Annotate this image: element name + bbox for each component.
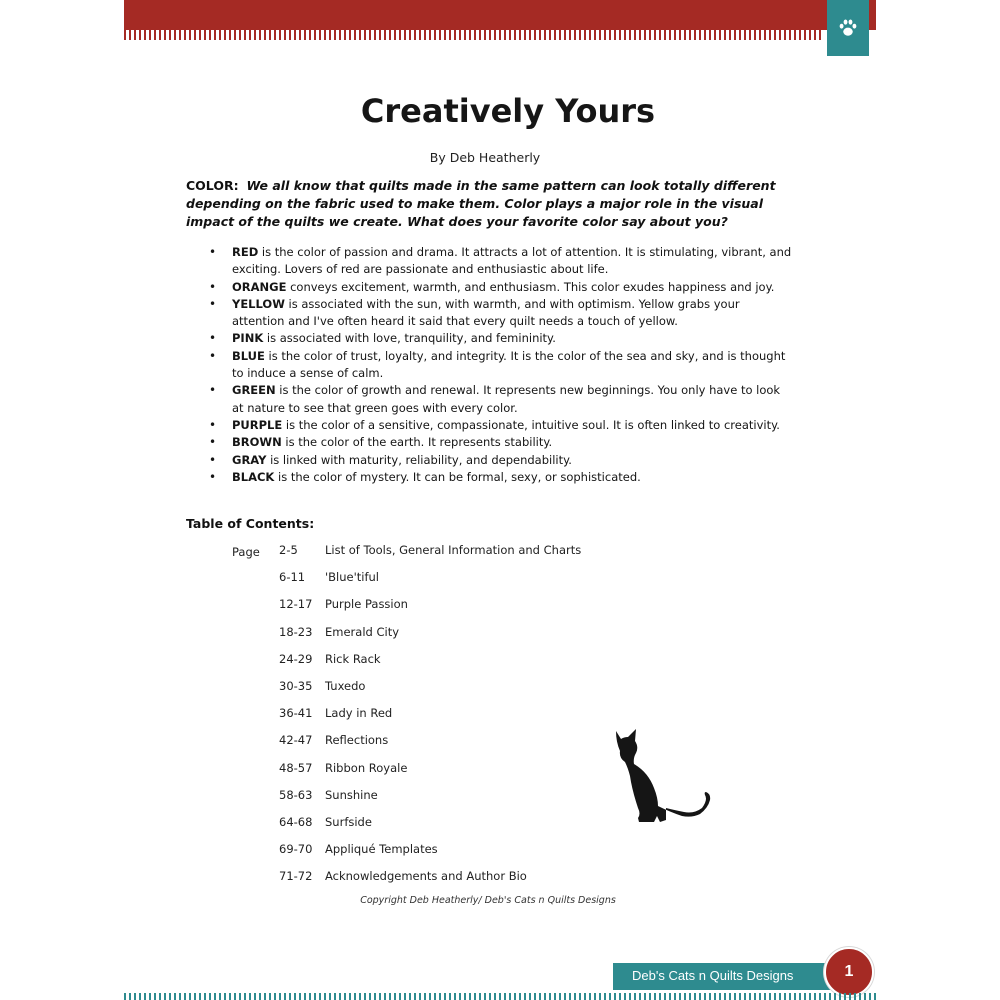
color-description: is the color of growth and renewal. It represents new beginnings. You only have to look at nature to see that green goes with every color. [232,383,781,415]
color-description: is the color of a sensitive, compassionate, intuitive soul. It is often linked to creativity. [282,417,780,432]
toc-page-range: 64-68 [279,814,313,829]
color-description: is the color of passion and drama. It attracts a lot of attention. It is stimulating, vibrant, and exciting. Lovers of red are passionate and enthusiastic about life. [232,245,792,277]
intro-text: We all know that quilts made in the same pattern can look totally different depending on the fabric used to make them. Color plays a major role in the visual impact of the quilts we create. What does your favorite color say about you? [186,178,776,229]
toc-title: 'Blue'tiful [325,570,380,585]
toc-title: Purple Passion [325,597,408,612]
color-description: is the color of the earth. It represents stability. [281,435,553,450]
cat-silhouette-icon [608,728,718,828]
toc-title: Sunshine [325,787,378,802]
intro-label: COLOR: [186,178,239,193]
page-title: Creatively Yours [360,92,656,130]
page-number-badge: 1 [824,947,874,997]
color-name: BLACK [232,469,275,484]
list-item [232,417,792,434]
toc-page-range: 42-47 [279,733,313,748]
toc-title: List of Tools, General Information and Charts [325,543,582,557]
toc-row [279,625,581,652]
header-red-band [124,0,876,30]
toc-page-range: 36-41 [279,706,313,721]
color-name: PINK [232,331,264,346]
toc-page-range: 6-11 [279,570,306,585]
table-of-contents [279,543,581,896]
paw-icon [837,17,859,39]
toc-heading: Table of Contents: [186,516,315,531]
toc-title: Lady in Red [325,706,393,721]
color-description: is the color of mystery. It can be formal, sexy, or sophisticated. [274,469,641,484]
toc-row [279,815,581,842]
color-description: is the color of trust, loyalty, and integrity. It is the color of the sea and sky, and is thought to induce a sense of calm. [232,348,786,381]
toc-title: Appliqué Templates [325,842,438,857]
toc-row [279,706,581,733]
toc-row [279,761,581,788]
toc-row [279,570,581,597]
color-name: PURPLE [232,417,283,432]
toc-title: Reflections [325,733,389,748]
list-item [232,244,792,279]
toc-page-range: 18-23 [279,624,313,639]
color-name: RED [232,245,259,259]
color-name: BLUE [232,348,265,363]
list-item [232,382,792,417]
color-description: is associated with the sun, with warmth, and with optimism. Yellow grabs your attention and I've often heard it said that every quilt needs a touch of yellow. [232,296,740,329]
list-item [232,469,792,486]
toc-page-range: 58-63 [279,787,313,802]
copyright-line: Copyright Deb Heatherly/ Deb's Cats n Quilts Designs [360,895,616,906]
color-description: is associated with love, tranquility, and femininity. [263,331,556,346]
toc-title: Tuxedo [325,678,366,693]
color-name: BROWN [232,435,282,450]
header-tick-border [124,30,824,40]
intro-paragraph [186,177,786,231]
toc-page-range: 71-72 [279,869,313,884]
toc-row [279,788,581,815]
list-item [232,279,792,296]
toc-title: Emerald City [325,624,400,639]
paw-tab [827,0,869,56]
toc-row [279,652,581,679]
toc-title: Ribbon Royale [325,760,408,775]
toc-title: Surfside [325,814,372,829]
color-description: conveys excitement, warmth, and enthusiasm. This color exudes happiness and joy. [286,279,775,294]
toc-row [279,869,581,896]
color-name: ORANGE [232,279,287,294]
toc-page-range: 2-5 [279,543,298,557]
color-list [232,244,792,486]
list-item [232,330,792,347]
toc-page-prefix: Page [232,545,260,559]
footer-brand: Deb's Cats n Quilts Designs [632,968,794,983]
color-description: is linked with maturity, reliability, and dependability. [266,452,572,467]
color-name: YELLOW [232,296,285,311]
toc-row [279,679,581,706]
toc-page-range: 48-57 [279,760,313,775]
toc-page-range: 12-17 [279,597,313,612]
color-name: GRAY [232,452,267,467]
byline: By Deb Heatherly [429,150,541,165]
list-item [232,348,792,383]
toc-page-range: 30-35 [279,678,313,693]
footer-tick-border [124,993,876,1000]
toc-row [279,733,581,760]
toc-title: Acknowledgements and Author Bio [325,869,527,884]
toc-row [279,597,581,624]
color-name: GREEN [232,383,276,398]
toc-page-range: 69-70 [279,842,313,857]
toc-row [279,842,581,869]
list-item [232,296,792,331]
toc-row [279,543,581,570]
list-item [232,434,792,451]
list-item [232,452,792,469]
toc-title: Rick Rack [325,651,381,666]
toc-page-range: 24-29 [279,651,313,666]
